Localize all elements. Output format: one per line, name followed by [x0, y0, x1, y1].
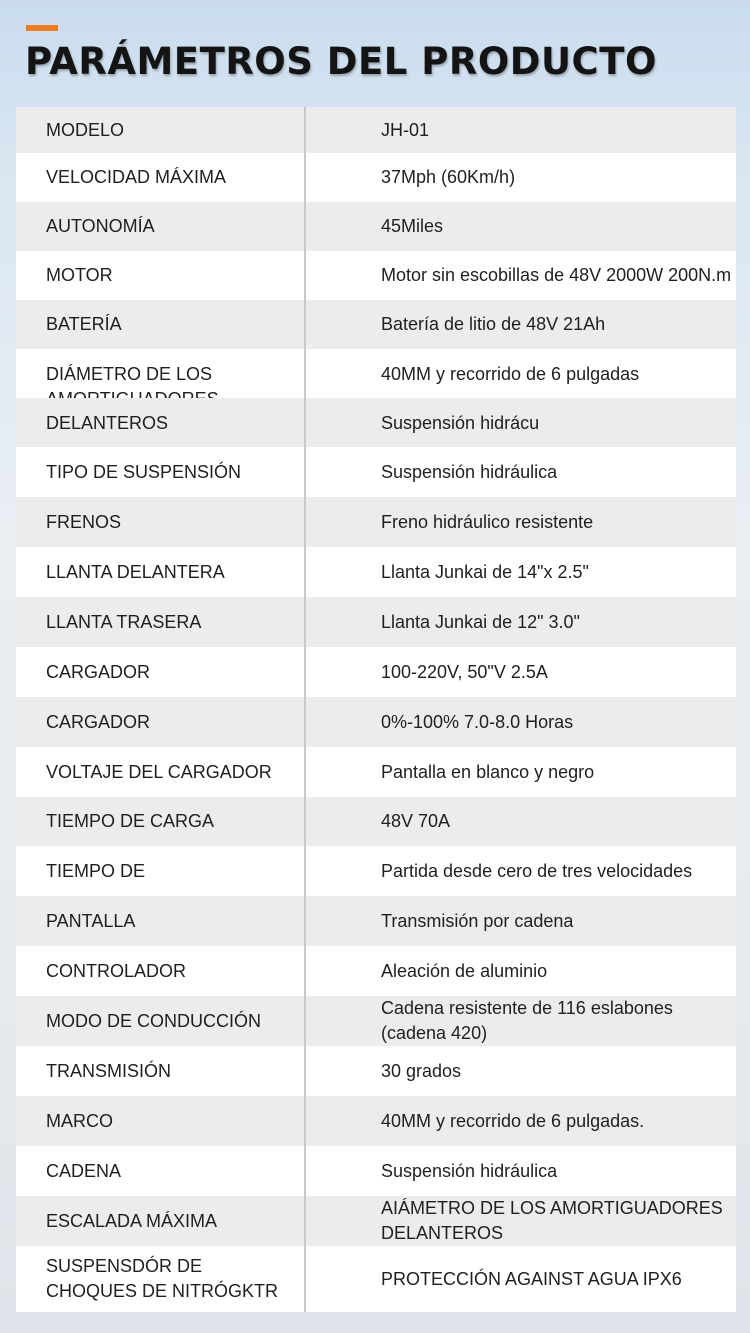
spec-row-controlador [16, 946, 736, 996]
spec-value: AIÁMETRO DE LOS AMORTIGUADORES DELANTEROS [381, 1198, 723, 1243]
spec-value: Suspensión hidrácu [381, 413, 540, 433]
spec-value: Cadena resistente de 116 eslabones (cadena 420) [381, 998, 673, 1043]
spec-row-delanteros [16, 398, 736, 447]
spec-value: 37Mph (60Km/h) [381, 167, 516, 187]
spec-value: Freno hidráulico resistente [381, 511, 594, 532]
spec-value: Partida desde cero de tres velocidades [381, 860, 693, 881]
spec-label: TIPO DE SUSPENSIÓN [46, 461, 242, 482]
title-accent-bar [26, 25, 58, 31]
spec-value: 100-220V, 50"V 2.5A [381, 661, 548, 682]
spec-row-frenos [16, 497, 736, 547]
spec-label: CARGADOR [46, 711, 151, 732]
spec-row-modo-conduccion [16, 996, 736, 1046]
spec-label: LLANTA TRASERA [46, 611, 202, 632]
spec-row-velocidad-maxima [16, 153, 736, 202]
spec-value: Motor sin escobillas de 48V 2000W 200N.m [381, 265, 732, 285]
spec-label: VELOCIDAD MÁXIMA [46, 167, 227, 187]
spec-label: AUTONOMÍA [46, 216, 155, 236]
spec-value: Aleación de aluminio [381, 960, 548, 981]
spec-row-tiempo-carga [16, 797, 736, 846]
spec-row-autonomia [16, 202, 736, 251]
spec-row-cargador [16, 647, 736, 697]
spec-value: Transmisión por cadena [381, 910, 574, 931]
spec-label: LLANTA DELANTERA [46, 561, 225, 582]
spec-label: CADENA [46, 1160, 122, 1181]
spec-row-pantalla [16, 896, 736, 946]
spec-label: CONTROLADOR [46, 960, 187, 981]
spec-value: 48V 70A [381, 811, 451, 831]
spec-label: ESCALADA MÁXIMA [46, 1210, 218, 1231]
spec-row-transmision [16, 1046, 736, 1096]
spec-value: PROTECCIÓN AGAINST AGUA IPX6 [381, 1268, 682, 1289]
spec-value: 45Miles [381, 216, 444, 236]
spec-label: DELANTEROS [46, 413, 169, 433]
spec-label: BATERÍA [46, 314, 122, 334]
spec-row-bateria [16, 300, 736, 349]
spec-row-modelo [16, 107, 736, 153]
spec-row-escalada-maxima [16, 1196, 736, 1246]
spec-row-cargador-2 [16, 697, 736, 747]
spec-label: TIEMPO DE CARGA [46, 811, 215, 831]
spec-row-marco [16, 1096, 736, 1146]
spec-value: 30 grados [381, 1060, 462, 1081]
spec-row-motor [16, 251, 736, 300]
spec-value: Suspensión hidráulica [381, 461, 558, 482]
spec-value: Pantalla en blanco y negro [381, 761, 595, 782]
spec-row-llanta-delantera [16, 547, 736, 597]
spec-label: MODELO [46, 119, 125, 140]
spec-row-suspensor-choques [16, 1246, 736, 1312]
spec-label: DIÁMETRO DE LOS [46, 364, 213, 384]
spec-row-cadena [16, 1146, 736, 1196]
spec-label: FRENOS [46, 511, 122, 532]
spec-table [16, 107, 736, 1312]
spec-label: VOLTAJE DEL CARGADOR [46, 761, 272, 782]
spec-label: SUSPENSDÓR DE CHOQUES DE NITRÓGKTR [46, 1256, 279, 1301]
spec-value: 40MM y recorrido de 6 pulgadas. [381, 1110, 645, 1131]
spec-label: CARGADOR [46, 661, 151, 682]
spec-row-tiempo-de [16, 846, 736, 896]
spec-row-voltaje-cargador [16, 747, 736, 797]
spec-row-diametro-amortiguadores [16, 349, 736, 398]
spec-value: Batería de litio de 48V 21Ah [381, 314, 606, 334]
spec-value: JH-01 [381, 119, 430, 140]
spec-label: PANTALLA [46, 910, 136, 931]
spec-label: MOTOR [46, 265, 113, 285]
spec-label: MODO DE CONDUCCIÓN [46, 1010, 261, 1031]
spec-row-llanta-trasera [16, 597, 736, 647]
spec-label: TRANSMISIÓN [46, 1060, 172, 1081]
spec-label: MARCO [46, 1110, 113, 1131]
page-title: PARÁMETROS DEL PRODUCTO [25, 40, 657, 83]
spec-value: 0%-100% 7.0-8.0 Horas [381, 711, 574, 732]
spec-value: Suspensión hidráulica [381, 1160, 558, 1181]
spec-value: Llanta Junkai de 12" 3.0" [381, 611, 580, 632]
spec-label: TIEMPO DE [46, 860, 146, 881]
spec-value: 40MM y recorrido de 6 pulgadas [381, 364, 640, 384]
spec-row-tipo-suspension [16, 447, 736, 497]
spec-value: Llanta Junkai de 14"x 2.5" [381, 561, 589, 582]
